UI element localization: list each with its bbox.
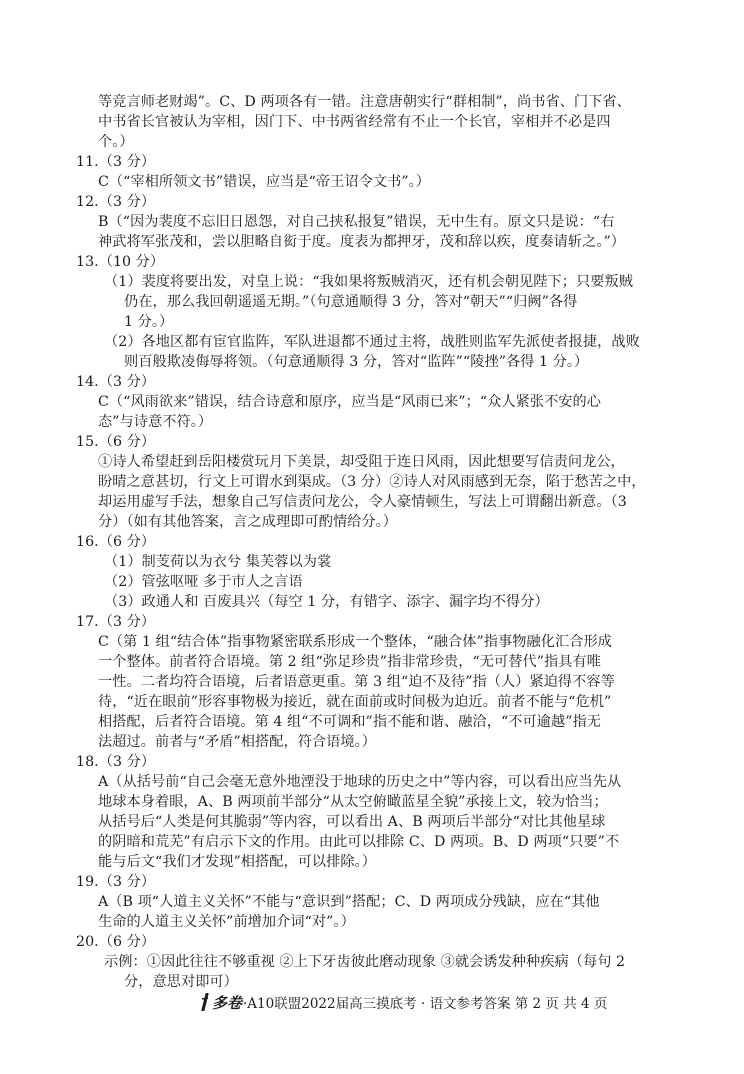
text-line: 从括号后“人类是何其脆弱”等内容，可以看出 A、B 两项后半部分“对比其他星球 [98,814,606,830]
footer-text: ·A10联盟2022届高三摸底考 · 语文参考答案 第 2 页 共 4 页 [243,996,608,1012]
text-line: 待，“近在眼前”形容事物极为接近，就在面前或时间极为迫近。前者不能与“危机” [98,694,612,710]
page-footer [200,993,607,1017]
text-line: 相搭配，后者符合语境。第 4 组“不可调和”指不能和谐、融洽，“不可逾越”指无 [98,714,602,730]
question-number: 19.（3 分） [76,874,156,890]
text-line: 等竞言师老财竭”。C、D 两项各有一错。注意唐朝实行“群相制”，尚书省、门下省、 [98,94,631,110]
text-line: （1）裴度将要出发，对皇上说：“我如果将叛贼消灭，还有机会朝见陛下；只要叛贼 [104,274,633,290]
text-line: 则百般欺凌侮辱将领。（句意通顺得 3 分，答对“监阵”“陵挫”各得 1 分。） [124,354,589,370]
text-line: 的阴暗和荒芜”有启示下文的作用。由此可以排除 C、D 两项。B、D 两项“只要”不 [98,834,620,850]
text-line: 法超过。前者与“矛盾”相搭配，符合语境。） [98,734,377,750]
text-line: ①诗人希望赶到岳阳楼赏玩月下美景，却受阻于连日风雨，因此想要写信责问龙公， [98,454,625,470]
question-number: 15.（6 分） [76,434,156,450]
publisher-brand: 多卷 [212,994,243,1012]
text-line: 分）（如有其他答案，言之成理即可酌情给分。） [98,514,398,530]
text-line: C（“宰相所领文书”错误，应当是“帝王诏令文书”。） [98,174,431,190]
text-line: A（B 项“人道主义关怀”不能与“意识到”搭配；C、D 两项成分残缺，应在“其他 [98,894,600,910]
text-line: 神武将军张茂和，尝以胆略自衒于度。度表为都押牙，茂和辞以疾，度奏请斩之。”） [98,234,625,250]
question-number: 18.（3 分） [76,754,156,770]
question-number: 16.（6 分） [76,534,156,550]
question-number: 20.（6 分） [76,934,156,950]
text-line: 仍在，那么我回朝遥遥无期。”（句意通顺得 3 分，答对“朝天”“归阙”各得 [124,294,578,310]
text-line: C（“风雨欲来”错误，结合诗意和原序，应当是“风雨已来”；“众人紧张不安的心 [98,394,602,410]
question-number: 13.（10 分） [76,254,165,270]
text-line: 中书省长官被认为宰相，因门下、中书两省经常有不止一个长官，宰相并不必是四 [98,114,611,130]
text-line: 一性。二者均符合语境，后者语意更重。第 3 组“迫不及待”指（人）紧迫得不容等 [98,674,615,690]
text-line: （1）制芰荷以为衣兮 集芙蓉以为裳 [104,554,332,570]
text-line: C（第 1 组“结合体”指事物紧密联系形成一个整体，“融合体”指事物融化汇合形成 [98,634,612,650]
text-line: 盼晴之意甚切，行文上可谓水到渠成。（3 分）②诗人对风雨感到无奈，陷于愁苦之中， [98,474,646,490]
text-line: （2）各地区都有宦官监阵，军队进退都不通过主将，战胜则监军先派使者报捷，战败 [104,334,640,350]
question-number: 11.（3 分） [76,154,156,170]
publisher-logo-icon [200,993,210,1017]
question-number: 17.（3 分） [76,614,156,630]
text-line: 1 分。） [124,314,174,330]
text-line: 地球本身着眼，A、B 两项前半部分“从太空俯瞰蓝星全貌”承接上文，较为恰当； [98,794,608,810]
question-number: 14.（3 分） [76,374,156,390]
text-line: 一个整体。前者符合语境。第 2 组“弥足珍贵”指非常珍贵，“无可替代”指具有唯 [98,654,602,670]
text-line: B（“因为裴度不忘旧日恩怨，对自己挟私报复”错误，无中生有。原文只是说：“右 [98,214,615,230]
text-line: 却运用虚写手法，想象自己写信责问龙公，令人豪情顿生，写法上可谓翻出新意。（3 [98,494,627,510]
text-line: 能与后文“我们才发现”相搭配，可以排除。） [98,854,377,870]
text-line: 生命的人道主义关怀”前增加介词“对”。） [98,914,355,930]
text-line: 示例：①因此往往不够重视 ②上下牙齿彼此磨动现象 ③就会诱发种种疾病（每句 2 [104,954,626,970]
text-line: 态”与诗意不符。） [98,414,213,430]
text-line: （3）政通人和 百废具兴（每空 1 分，有错字、添字、漏字均不得分） [104,594,549,610]
question-number: 12.（3 分） [76,194,156,210]
text-line: 个。） [98,134,134,150]
text-line: 分，意思对即可） [124,974,238,990]
text-line: （2）管弦呕哑 多于市人之言语 [104,574,303,590]
text-line: A（从括号前“自己会毫无意外地湮没于地球的历史之中”等内容，可以看出应当先从 [98,774,622,790]
